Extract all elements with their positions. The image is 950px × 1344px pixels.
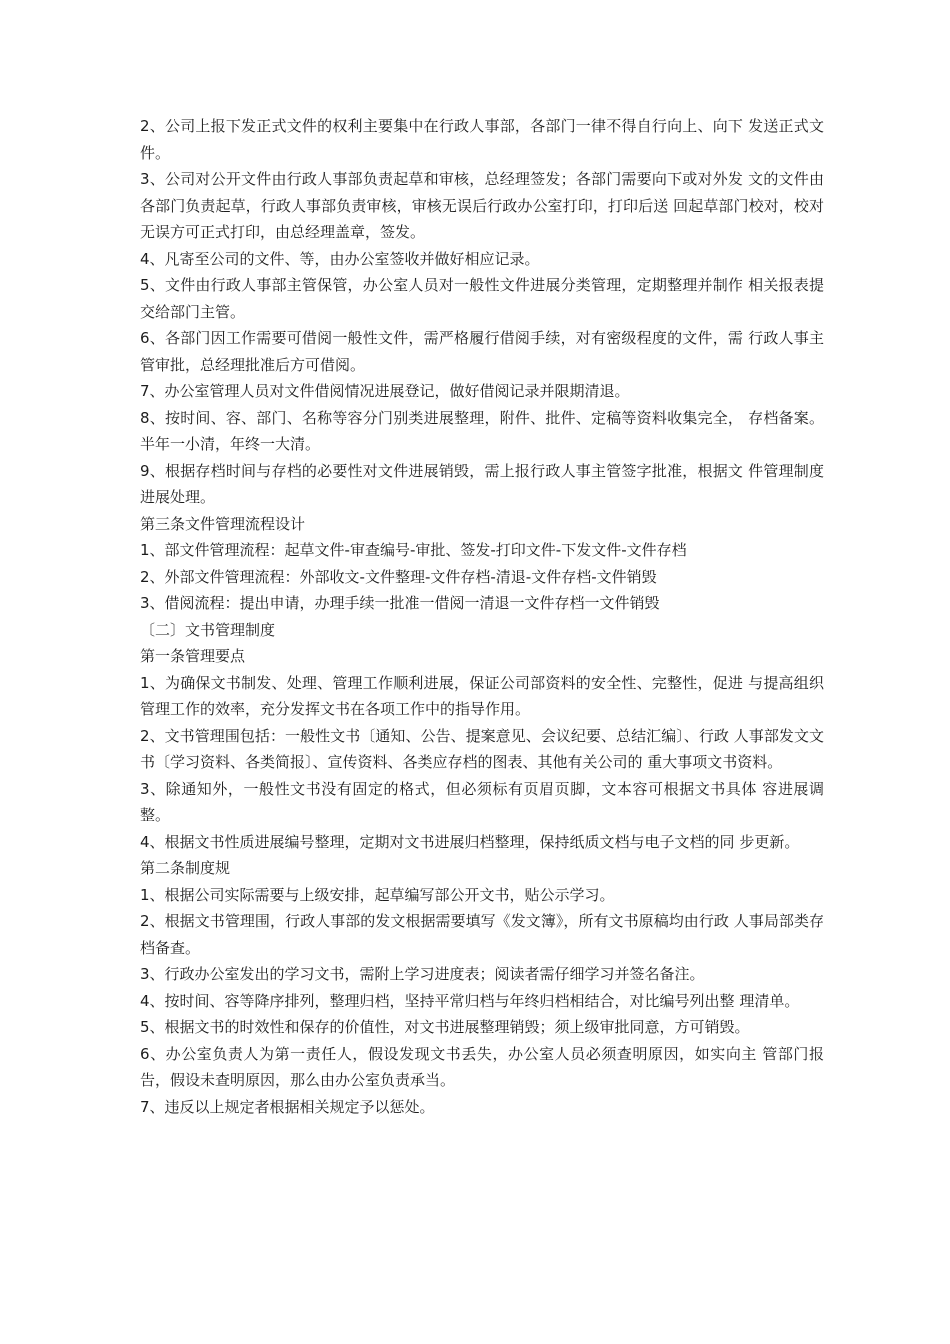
paragraph: 2、根据文书管理围，行政人事部的发文根据需要填写《发文簿》，所有文书原稿均由行政 人事局部类存档备查。 <box>140 912 824 957</box>
paragraph: 9、根据存档时间与存档的必要性对文件进展销毁，需上报行政人事主管签字批准，根据文 件管理制度进展处理。 <box>140 461 824 506</box>
paragraph: 3、借阅流程：提出申请，办理手续一批准一借阅一清退一文件存档一文件销毁 <box>140 594 660 612</box>
paragraph: 2、外部文件管理流程：外部收文-文件整理-文件存档-清退-文件存档-文件销毁 <box>140 567 657 586</box>
section-heading: 第二条制度规 <box>140 859 231 877</box>
paragraph: 1、根据公司实际需要与上级安排，起草编写部公开文书，贴公示学习。 <box>140 885 615 904</box>
paragraph: 8、按时间、容、部门、名称等容分门别类进展整理，附件、批件、定稿等资料收集完全， 存档备案。半年一小清，年终一大清。 <box>140 408 824 453</box>
paragraph: 4、根据文书性质进展编号整理，定期对文书进展归档整理，保持纸质文档与电子文档的同 步更新。 <box>140 832 800 851</box>
paragraph: 7、办公室管理人员对文件借阅情况进展登记，做好借阅记录并限期清退。 <box>140 382 630 400</box>
paragraph: 4、按时间、容等降序排列，整理归档，坚持平常归档与年终归档相结合，对比编号列出整 理清单。 <box>140 991 800 1010</box>
paragraph: 3、除通知外，一般性文书没有固定的格式，但必须标有页眉页脚，文本容可根据文书具体 容进展调整。 <box>140 779 824 824</box>
paragraph: 2、公司上报下发正式文件的权利主要集中在行政人事部，各部门一律不得自行向上、向下 发送正式文件。 <box>140 117 824 162</box>
paragraph: 1、部文件管理流程：起草文件-审查编号-审批、签发-打印文件-下发文件-文件存档 <box>140 541 687 559</box>
section-heading: 第一条管理要点 <box>140 647 246 665</box>
paragraph: 4、凡寄至公司的文件、等，由办公室签收并做好相应记录。 <box>140 249 540 268</box>
paragraph: 1、为确保文书制发、处理、管理工作顺利进展，保证公司部资料的安全性、完整性，促进 与提高组织管理工作的效率，充分发挥文书在各项工作中的指导作用。 <box>140 673 824 718</box>
paragraph: 6、各部门因工作需要可借阅一般性文件，需严格履行借阅手续，对有密级程度的文件，需 行政人事主管审批，总经理批准后方可借阅。 <box>140 329 824 374</box>
section-heading: 〔二〕文书管理制度 <box>140 620 276 639</box>
paragraph: 5、文件由行政人事部主管保管，办公室人员对一般性文件进展分类管理，定期整理并制作 相关报表提交给部门主管。 <box>140 276 824 321</box>
section-heading: 第三条文件管理流程设计 <box>140 514 306 533</box>
paragraph: 3、公司对公开文件由行政人事部负责起草和审核，总经理签发；各部门需要向下或对外发 文的文件由各部门负责起草，行政人事部负责审核，审核无误后行政办公室打印，打印后送 回起草部门校对，校对无误方可正式打印，由总经理盖章，签发。 <box>140 170 824 241</box>
paragraph: 2、文书管理围包括：一般性文书〔通知、公告、提案意见、会议纪要、总结汇编〕、行政 人事部发文文书〔学习资料、各类简报〕、宣传资料、各类应存档的图表、其他有关公司的 重大事项文书资料。 <box>140 726 824 771</box>
document-body <box>140 113 824 1120</box>
paragraph: 6、办公室负责人为第一责任人，假设发现文书丢失，办公室人员必须查明原因，如实向主 管部门报告，假设未查明原因，那么由办公室负责承当。 <box>140 1044 824 1089</box>
paragraph: 3、行政办公室发出的学习文书，需附上学习进度表；阅读者需仔细学习并签名备注。 <box>140 965 705 983</box>
paragraph: 7、违反以上规定者根据相关规定予以惩处。 <box>140 1097 435 1116</box>
paragraph: 5、根据文书的时效性和保存的价值性，对文书进展整理销毁；须上级审批同意，方可销毁。 <box>140 1018 750 1036</box>
